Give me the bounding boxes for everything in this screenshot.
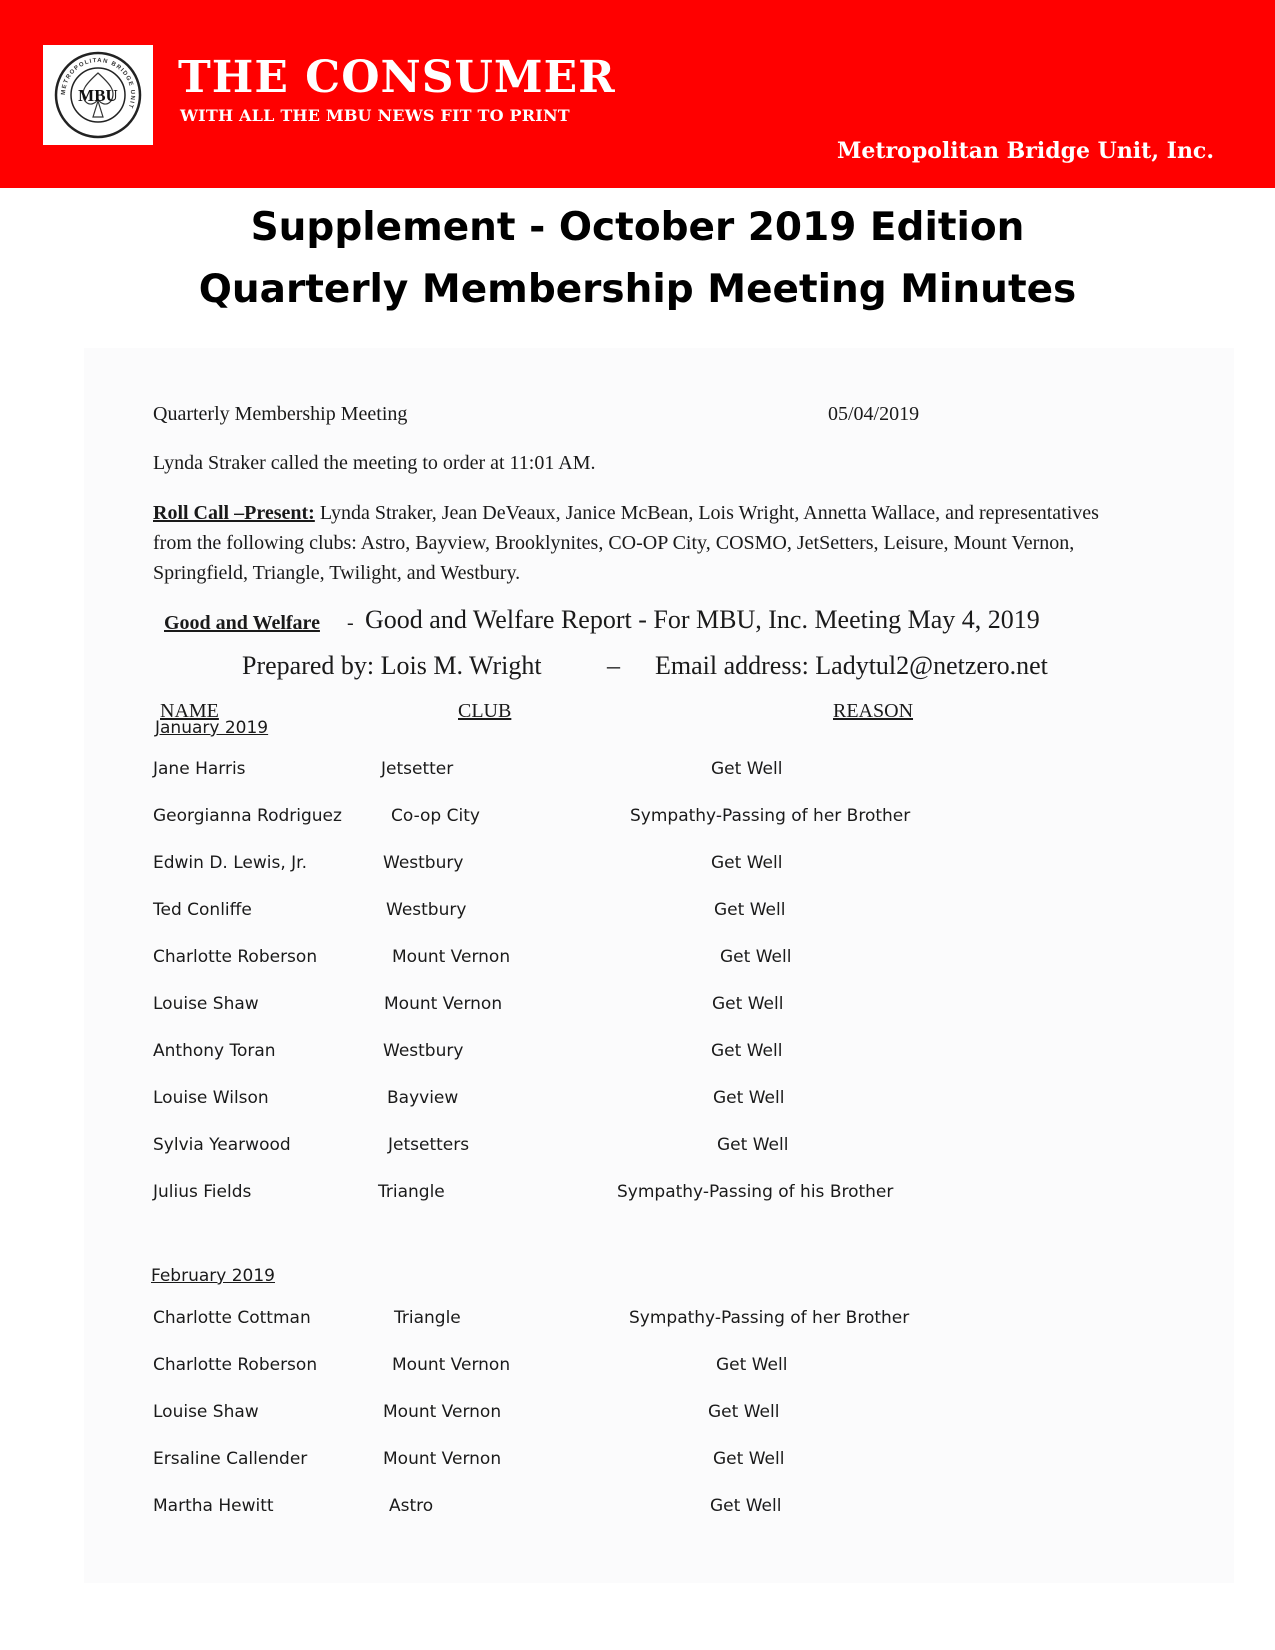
table-row-name: Charlotte Cottman (153, 1308, 311, 1328)
table-row-name: Ted Conliffe (153, 900, 252, 920)
table-row-reason: Get Well (720, 947, 792, 967)
table-row-name: Charlotte Roberson (153, 947, 318, 967)
table-row-club: Jetsetter (381, 759, 454, 779)
table-row-name: Ersaline Callender (153, 1449, 308, 1469)
table-row-name: Louise Shaw (153, 994, 259, 1014)
table-row-name: Louise Wilson (153, 1088, 269, 1108)
table-row-club: Triangle (394, 1308, 461, 1328)
table-row-reason: Get Well (713, 1088, 785, 1108)
table-row-reason: Get Well (711, 1041, 783, 1061)
table-row-name: Georgianna Rodriguez (153, 806, 342, 826)
table-row-club: Co-op City (391, 806, 480, 826)
table-row-club: Westbury (383, 853, 464, 873)
table-row-reason: Get Well (716, 1355, 788, 1375)
table-row-reason: Get Well (711, 853, 783, 873)
table-row-name: Sylvia Yearwood (153, 1135, 291, 1155)
table-row-club: Westbury (386, 900, 467, 920)
table-row-reason: Get Well (717, 1135, 789, 1155)
edition-heading: Supplement - October 2019 Edition (250, 205, 1025, 250)
meeting-date: 05/04/2019 (828, 403, 920, 425)
good-welfare-dash: - (347, 612, 354, 634)
table-row-reason: Get Well (714, 900, 786, 920)
svg-text:METROPOLITAN BRIDGE UNIT: METROPOLITAN BRIDGE UNIT (60, 57, 136, 110)
table-row-club: Mount Vernon (383, 1449, 502, 1469)
table-row-club: Mount Vernon (392, 947, 511, 967)
publication-tagline: WITH ALL THE MBU NEWS FIT TO PRINT (180, 106, 570, 125)
table-row-reason: Get Well (708, 1402, 780, 1422)
table-row-reason: Get Well (713, 1449, 785, 1469)
table-row-club: Astro (389, 1496, 434, 1516)
contact-email: Email address: Ladytul2@netzero.net (655, 651, 1048, 680)
month-heading: February 2019 (151, 1266, 275, 1286)
prepared-dash: – (607, 651, 620, 680)
publication-title: THE CONSUMER (178, 52, 616, 103)
table-row-club: Jetsetters (388, 1135, 470, 1155)
column-header-name: NAME (160, 700, 219, 722)
roll-call-paragraph (153, 498, 1133, 588)
masthead-banner (0, 0, 1275, 188)
organization-name: Metropolitan Bridge Unit, Inc. (837, 138, 1214, 164)
table-row-name: Anthony Toran (153, 1041, 276, 1061)
call-to-order: Lynda Straker called the meeting to order at 11:01 AM. (153, 452, 596, 474)
table-row-club: Mount Vernon (392, 1355, 511, 1375)
month-heading: January 2019 (155, 718, 269, 738)
table-row-reason: Get Well (712, 994, 784, 1014)
mbu-logo (43, 45, 153, 145)
good-welfare-label: Good and Welfare (164, 612, 320, 634)
table-row-club: Triangle (378, 1182, 445, 1202)
table-row-name: Edwin D. Lewis, Jr. (153, 853, 308, 873)
mbu-seal-icon (43, 45, 153, 145)
table-row-club: Bayview (387, 1088, 459, 1108)
minutes-heading: Quarterly Membership Meeting Minutes (198, 267, 1077, 312)
column-header-reason: REASON (833, 700, 914, 722)
column-header-club: CLUB (458, 700, 512, 722)
table-row-name: Martha Hewitt (153, 1496, 274, 1516)
table-row-club: Westbury (383, 1041, 464, 1061)
prepared-by: Prepared by: Lois M. Wright (242, 651, 542, 680)
roll-call-label: Roll Call –Present: (153, 502, 315, 524)
table-row-name: Jane Harris (153, 759, 246, 779)
meeting-title: Quarterly Membership Meeting (153, 403, 408, 425)
good-welfare-report-title: Good and Welfare Report - For MBU, Inc. Meeting May 4, 2019 (365, 605, 1040, 634)
table-row-reason: Sympathy-Passing of her Brother (630, 806, 911, 826)
table-row-reason: Sympathy-Passing of his Brother (617, 1182, 894, 1202)
table-row-club: Mount Vernon (383, 1402, 502, 1422)
table-row-reason: Sympathy-Passing of her Brother (629, 1308, 910, 1328)
table-row-name: Julius Fields (153, 1182, 252, 1202)
svg-text:MBU: MBU (78, 86, 118, 105)
table-row-club: Mount Vernon (384, 994, 503, 1014)
table-row-name: Louise Shaw (153, 1402, 259, 1422)
table-row-reason: Get Well (711, 759, 783, 779)
roll-call-text: Lynda Straker, Jean DeVeaux, Janice McBean, Lois Wright, Annetta Wallace, and representatives from the following clubs: Astro, Bayview, Brooklynites, CO-OP City, COSMO, JetSetters, Leisure, Mount Vernon, Springfield, Triangle, Twilight, and Westbury. (153, 502, 1099, 584)
table-row-name: Charlotte Roberson (153, 1355, 318, 1375)
table-row-reason: Get Well (710, 1496, 782, 1516)
